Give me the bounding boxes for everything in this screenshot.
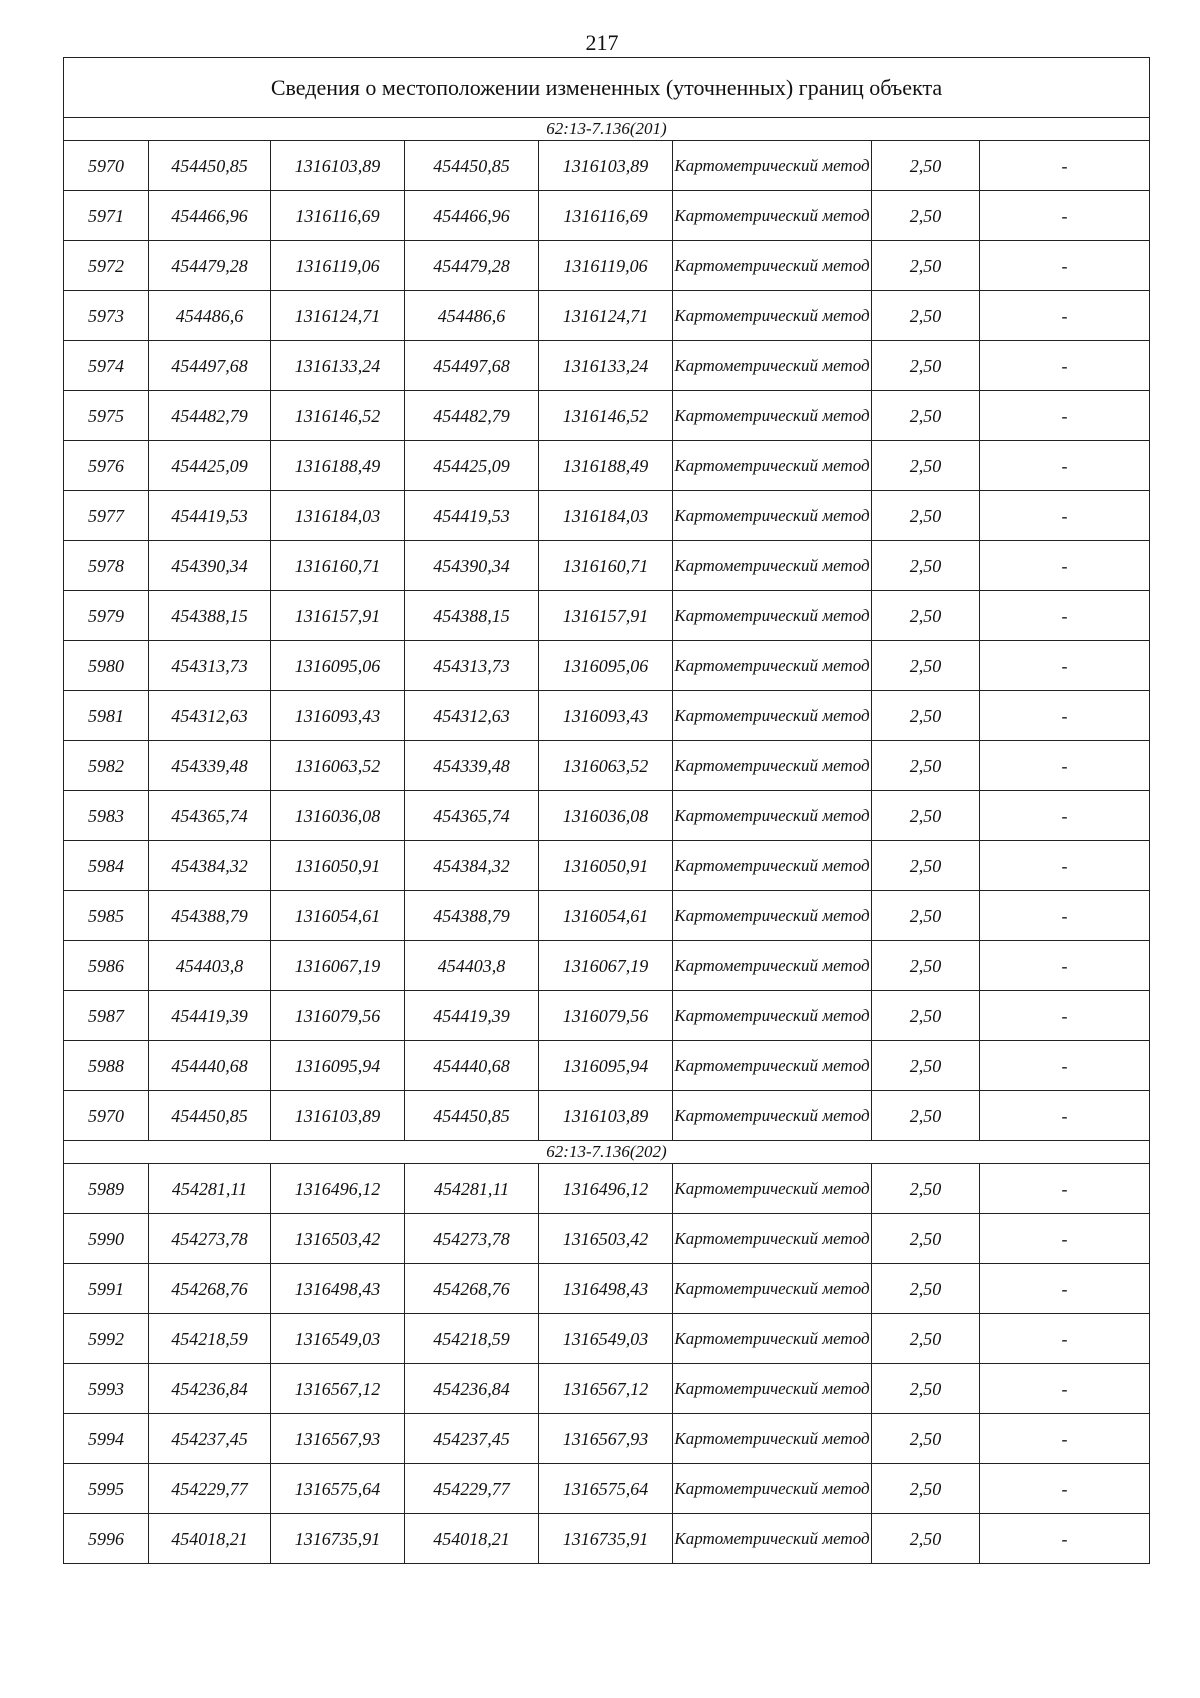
table-row [64, 191, 1150, 241]
method-cell: Картометрический метод [673, 441, 872, 491]
point-number-cell: 5970 [64, 1091, 149, 1141]
y-existing-cell: 1316124,71 [271, 291, 405, 341]
method-cell: Картометрический метод [673, 1314, 872, 1364]
method-cell: Картометрический метод [673, 1514, 872, 1564]
x-existing-cell: 454237,45 [149, 1414, 271, 1464]
y-new-cell: 1316036,08 [539, 791, 673, 841]
x-new-cell: 454312,63 [405, 691, 539, 741]
x-new-cell: 454440,68 [405, 1041, 539, 1091]
description-cell: - [980, 1214, 1150, 1264]
x-existing-cell: 454384,32 [149, 841, 271, 891]
point-number-cell: 5982 [64, 741, 149, 791]
table-row [64, 541, 1150, 591]
y-existing-cell: 1316050,91 [271, 841, 405, 891]
accuracy-cell: 2,50 [872, 541, 980, 591]
method-cell: Картометрический метод [673, 141, 872, 191]
table-row [64, 1514, 1150, 1564]
table-row [64, 641, 1150, 691]
y-existing-cell: 1316079,56 [271, 991, 405, 1041]
point-number-cell: 5993 [64, 1364, 149, 1414]
x-existing-cell: 454218,59 [149, 1314, 271, 1364]
y-existing-cell: 1316160,71 [271, 541, 405, 591]
y-new-cell: 1316157,91 [539, 591, 673, 641]
y-new-cell: 1316575,64 [539, 1464, 673, 1514]
y-new-cell: 1316095,94 [539, 1041, 673, 1091]
point-number-cell: 5990 [64, 1214, 149, 1264]
accuracy-cell: 2,50 [872, 891, 980, 941]
description-cell: - [980, 891, 1150, 941]
description-cell: - [980, 191, 1150, 241]
accuracy-cell: 2,50 [872, 1314, 980, 1364]
y-existing-cell: 1316063,52 [271, 741, 405, 791]
description-cell: - [980, 1464, 1150, 1514]
accuracy-cell: 2,50 [872, 441, 980, 491]
y-existing-cell: 1316146,52 [271, 391, 405, 441]
x-existing-cell: 454018,21 [149, 1514, 271, 1564]
point-number-cell: 5984 [64, 841, 149, 891]
method-cell: Картометрический метод [673, 791, 872, 841]
description-cell: - [980, 591, 1150, 641]
description-cell: - [980, 791, 1150, 841]
table-row [64, 1314, 1150, 1364]
y-new-cell: 1316567,93 [539, 1414, 673, 1464]
x-existing-cell: 454229,77 [149, 1464, 271, 1514]
description-cell: - [980, 1414, 1150, 1464]
point-number-cell: 5976 [64, 441, 149, 491]
section-label: 62:13-7.136(201) [64, 118, 1150, 141]
x-new-cell: 454365,74 [405, 791, 539, 841]
y-existing-cell: 1316095,94 [271, 1041, 405, 1091]
table-row [64, 291, 1150, 341]
y-existing-cell: 1316133,24 [271, 341, 405, 391]
accuracy-cell: 2,50 [872, 1414, 980, 1464]
y-existing-cell: 1316119,06 [271, 241, 405, 291]
description-cell: - [980, 641, 1150, 691]
accuracy-cell: 2,50 [872, 741, 980, 791]
accuracy-cell: 2,50 [872, 141, 980, 191]
x-new-cell: 454273,78 [405, 1214, 539, 1264]
y-new-cell: 1316133,24 [539, 341, 673, 391]
description-cell: - [980, 1091, 1150, 1141]
boundary-coordinates-table [63, 57, 1150, 1564]
x-existing-cell: 454479,28 [149, 241, 271, 291]
y-new-cell: 1316119,06 [539, 241, 673, 291]
description-cell: - [980, 391, 1150, 441]
y-new-cell: 1316063,52 [539, 741, 673, 791]
x-existing-cell: 454339,48 [149, 741, 271, 791]
x-new-cell: 454018,21 [405, 1514, 539, 1564]
point-number-cell: 5981 [64, 691, 149, 741]
section-header-row [64, 1141, 1150, 1164]
table-row [64, 1164, 1150, 1214]
y-new-cell: 1316188,49 [539, 441, 673, 491]
accuracy-cell: 2,50 [872, 1214, 980, 1264]
description-cell: - [980, 141, 1150, 191]
description-cell: - [980, 491, 1150, 541]
description-cell: - [980, 241, 1150, 291]
point-number-cell: 5978 [64, 541, 149, 591]
description-cell: - [980, 1514, 1150, 1564]
x-existing-cell: 454390,34 [149, 541, 271, 591]
point-number-cell: 5974 [64, 341, 149, 391]
table-row [64, 441, 1150, 491]
y-existing-cell: 1316549,03 [271, 1314, 405, 1364]
y-new-cell: 1316498,43 [539, 1264, 673, 1314]
y-existing-cell: 1316498,43 [271, 1264, 405, 1314]
y-new-cell: 1316095,06 [539, 641, 673, 691]
point-number-cell: 5979 [64, 591, 149, 641]
y-existing-cell: 1316184,03 [271, 491, 405, 541]
point-number-cell: 5989 [64, 1164, 149, 1214]
method-cell: Картометрический метод [673, 1214, 872, 1264]
method-cell: Картометрический метод [673, 891, 872, 941]
description-cell: - [980, 741, 1150, 791]
x-new-cell: 454339,48 [405, 741, 539, 791]
point-number-cell: 5980 [64, 641, 149, 691]
table-row [64, 841, 1150, 891]
section-header-row [64, 118, 1150, 141]
accuracy-cell: 2,50 [872, 941, 980, 991]
point-number-cell: 5986 [64, 941, 149, 991]
point-number-cell: 5970 [64, 141, 149, 191]
accuracy-cell: 2,50 [872, 1464, 980, 1514]
x-existing-cell: 454466,96 [149, 191, 271, 241]
accuracy-cell: 2,50 [872, 841, 980, 891]
x-new-cell: 454388,79 [405, 891, 539, 941]
x-existing-cell: 454450,85 [149, 1091, 271, 1141]
table-row [64, 591, 1150, 641]
y-new-cell: 1316735,91 [539, 1514, 673, 1564]
y-new-cell: 1316549,03 [539, 1314, 673, 1364]
y-existing-cell: 1316188,49 [271, 441, 405, 491]
method-cell: Картометрический метод [673, 1364, 872, 1414]
method-cell: Картометрический метод [673, 1464, 872, 1514]
y-existing-cell: 1316157,91 [271, 591, 405, 641]
accuracy-cell: 2,50 [872, 191, 980, 241]
method-cell: Картометрический метод [673, 191, 872, 241]
x-existing-cell: 454281,11 [149, 1164, 271, 1214]
point-number-cell: 5987 [64, 991, 149, 1041]
description-cell: - [980, 691, 1150, 741]
x-existing-cell: 454313,73 [149, 641, 271, 691]
y-new-cell: 1316050,91 [539, 841, 673, 891]
point-number-cell: 5991 [64, 1264, 149, 1314]
x-new-cell: 454388,15 [405, 591, 539, 641]
x-new-cell: 454403,8 [405, 941, 539, 991]
x-existing-cell: 454419,53 [149, 491, 271, 541]
y-new-cell: 1316103,89 [539, 141, 673, 191]
table-row [64, 941, 1150, 991]
method-cell: Картометрический метод [673, 641, 872, 691]
y-existing-cell: 1316103,89 [271, 1091, 405, 1141]
table-row [64, 1464, 1150, 1514]
point-number-cell: 5972 [64, 241, 149, 291]
method-cell: Картометрический метод [673, 241, 872, 291]
table-row [64, 1264, 1150, 1314]
x-new-cell: 454229,77 [405, 1464, 539, 1514]
table-row [64, 1091, 1150, 1141]
accuracy-cell: 2,50 [872, 991, 980, 1041]
y-new-cell: 1316116,69 [539, 191, 673, 241]
method-cell: Картометрический метод [673, 491, 872, 541]
x-existing-cell: 454440,68 [149, 1041, 271, 1091]
y-existing-cell: 1316496,12 [271, 1164, 405, 1214]
x-new-cell: 454237,45 [405, 1414, 539, 1464]
accuracy-cell: 2,50 [872, 591, 980, 641]
y-new-cell: 1316503,42 [539, 1214, 673, 1264]
description-cell: - [980, 291, 1150, 341]
method-cell: Картометрический метод [673, 591, 872, 641]
table-row [64, 391, 1150, 441]
table-row [64, 791, 1150, 841]
point-number-cell: 5975 [64, 391, 149, 441]
description-cell: - [980, 541, 1150, 591]
y-existing-cell: 1316116,69 [271, 191, 405, 241]
point-number-cell: 5996 [64, 1514, 149, 1564]
point-number-cell: 5988 [64, 1041, 149, 1091]
x-new-cell: 454486,6 [405, 291, 539, 341]
x-existing-cell: 454497,68 [149, 341, 271, 391]
method-cell: Картометрический метод [673, 1264, 872, 1314]
table-row [64, 1364, 1150, 1414]
x-new-cell: 454466,96 [405, 191, 539, 241]
table-row [64, 241, 1150, 291]
y-new-cell: 1316079,56 [539, 991, 673, 1041]
y-new-cell: 1316496,12 [539, 1164, 673, 1214]
accuracy-cell: 2,50 [872, 241, 980, 291]
x-existing-cell: 454482,79 [149, 391, 271, 441]
table-row [64, 341, 1150, 391]
method-cell: Картометрический метод [673, 1414, 872, 1464]
y-existing-cell: 1316095,06 [271, 641, 405, 691]
x-existing-cell: 454312,63 [149, 691, 271, 741]
x-existing-cell: 454419,39 [149, 991, 271, 1041]
method-cell: Картометрический метод [673, 991, 872, 1041]
accuracy-cell: 2,50 [872, 291, 980, 341]
accuracy-cell: 2,50 [872, 491, 980, 541]
section-label: 62:13-7.136(202) [64, 1141, 1150, 1164]
y-new-cell: 1316567,12 [539, 1364, 673, 1414]
x-existing-cell: 454450,85 [149, 141, 271, 191]
y-new-cell: 1316146,52 [539, 391, 673, 441]
y-new-cell: 1316184,03 [539, 491, 673, 541]
accuracy-cell: 2,50 [872, 341, 980, 391]
accuracy-cell: 2,50 [872, 1091, 980, 1141]
x-new-cell: 454450,85 [405, 1091, 539, 1141]
description-cell: - [980, 341, 1150, 391]
table-row [64, 1214, 1150, 1264]
y-new-cell: 1316103,89 [539, 1091, 673, 1141]
x-new-cell: 454390,34 [405, 541, 539, 591]
table-row [64, 741, 1150, 791]
method-cell: Картометрический метод [673, 691, 872, 741]
method-cell: Картометрический метод [673, 941, 872, 991]
y-new-cell: 1316054,61 [539, 891, 673, 941]
y-existing-cell: 1316567,93 [271, 1414, 405, 1464]
method-cell: Картометрический метод [673, 741, 872, 791]
table-title: Сведения о местоположении измененных (уточненных) границ объекта [64, 58, 1150, 118]
x-new-cell: 454479,28 [405, 241, 539, 291]
y-new-cell: 1316160,71 [539, 541, 673, 591]
x-existing-cell: 454403,8 [149, 941, 271, 991]
x-existing-cell: 454388,15 [149, 591, 271, 641]
table-body [64, 58, 1150, 1564]
x-new-cell: 454419,39 [405, 991, 539, 1041]
accuracy-cell: 2,50 [872, 691, 980, 741]
description-cell: - [980, 1164, 1150, 1214]
x-new-cell: 454313,73 [405, 641, 539, 691]
description-cell: - [980, 1264, 1150, 1314]
point-number-cell: 5973 [64, 291, 149, 341]
point-number-cell: 5983 [64, 791, 149, 841]
description-cell: - [980, 941, 1150, 991]
x-new-cell: 454482,79 [405, 391, 539, 441]
x-existing-cell: 454425,09 [149, 441, 271, 491]
accuracy-cell: 2,50 [872, 641, 980, 691]
y-existing-cell: 1316093,43 [271, 691, 405, 741]
method-cell: Картометрический метод [673, 541, 872, 591]
y-existing-cell: 1316067,19 [271, 941, 405, 991]
table-row [64, 691, 1150, 741]
table-row [64, 141, 1150, 191]
point-number-cell: 5971 [64, 191, 149, 241]
x-new-cell: 454384,32 [405, 841, 539, 891]
method-cell: Картометрический метод [673, 841, 872, 891]
x-new-cell: 454281,11 [405, 1164, 539, 1214]
x-new-cell: 454268,76 [405, 1264, 539, 1314]
x-existing-cell: 454388,79 [149, 891, 271, 941]
page-number: 217 [585, 30, 619, 55]
point-number-cell: 5977 [64, 491, 149, 541]
description-cell: - [980, 991, 1150, 1041]
accuracy-cell: 2,50 [872, 1514, 980, 1564]
accuracy-cell: 2,50 [872, 391, 980, 441]
accuracy-cell: 2,50 [872, 1364, 980, 1414]
description-cell: - [980, 1314, 1150, 1364]
point-number-cell: 5992 [64, 1314, 149, 1364]
description-cell: - [980, 841, 1150, 891]
y-existing-cell: 1316575,64 [271, 1464, 405, 1514]
y-existing-cell: 1316036,08 [271, 791, 405, 841]
point-number-cell: 5995 [64, 1464, 149, 1514]
x-new-cell: 454419,53 [405, 491, 539, 541]
x-new-cell: 454236,84 [405, 1364, 539, 1414]
point-number-cell: 5985 [64, 891, 149, 941]
y-existing-cell: 1316735,91 [271, 1514, 405, 1564]
point-number-cell: 5994 [64, 1414, 149, 1464]
x-new-cell: 454218,59 [405, 1314, 539, 1364]
y-existing-cell: 1316503,42 [271, 1214, 405, 1264]
y-existing-cell: 1316567,12 [271, 1364, 405, 1414]
method-cell: Картометрический метод [673, 1091, 872, 1141]
y-existing-cell: 1316054,61 [271, 891, 405, 941]
table-row [64, 1041, 1150, 1091]
table-row [64, 1414, 1150, 1464]
accuracy-cell: 2,50 [872, 1164, 980, 1214]
y-new-cell: 1316093,43 [539, 691, 673, 741]
method-cell: Картометрический метод [673, 291, 872, 341]
y-new-cell: 1316124,71 [539, 291, 673, 341]
accuracy-cell: 2,50 [872, 1264, 980, 1314]
method-cell: Картометрический метод [673, 341, 872, 391]
method-cell: Картометрический метод [673, 391, 872, 441]
table-title-row [64, 58, 1150, 118]
description-cell: - [980, 1364, 1150, 1414]
description-cell: - [980, 441, 1150, 491]
y-new-cell: 1316067,19 [539, 941, 673, 991]
method-cell: Картометрический метод [673, 1164, 872, 1214]
table-row [64, 991, 1150, 1041]
y-existing-cell: 1316103,89 [271, 141, 405, 191]
accuracy-cell: 2,50 [872, 791, 980, 841]
x-existing-cell: 454268,76 [149, 1264, 271, 1314]
table-row [64, 491, 1150, 541]
description-cell: - [980, 1041, 1150, 1091]
x-existing-cell: 454273,78 [149, 1214, 271, 1264]
accuracy-cell: 2,50 [872, 1041, 980, 1091]
x-new-cell: 454497,68 [405, 341, 539, 391]
x-new-cell: 454450,85 [405, 141, 539, 191]
x-existing-cell: 454365,74 [149, 791, 271, 841]
x-existing-cell: 454486,6 [149, 291, 271, 341]
x-existing-cell: 454236,84 [149, 1364, 271, 1414]
method-cell: Картометрический метод [673, 1041, 872, 1091]
table-row [64, 891, 1150, 941]
x-new-cell: 454425,09 [405, 441, 539, 491]
